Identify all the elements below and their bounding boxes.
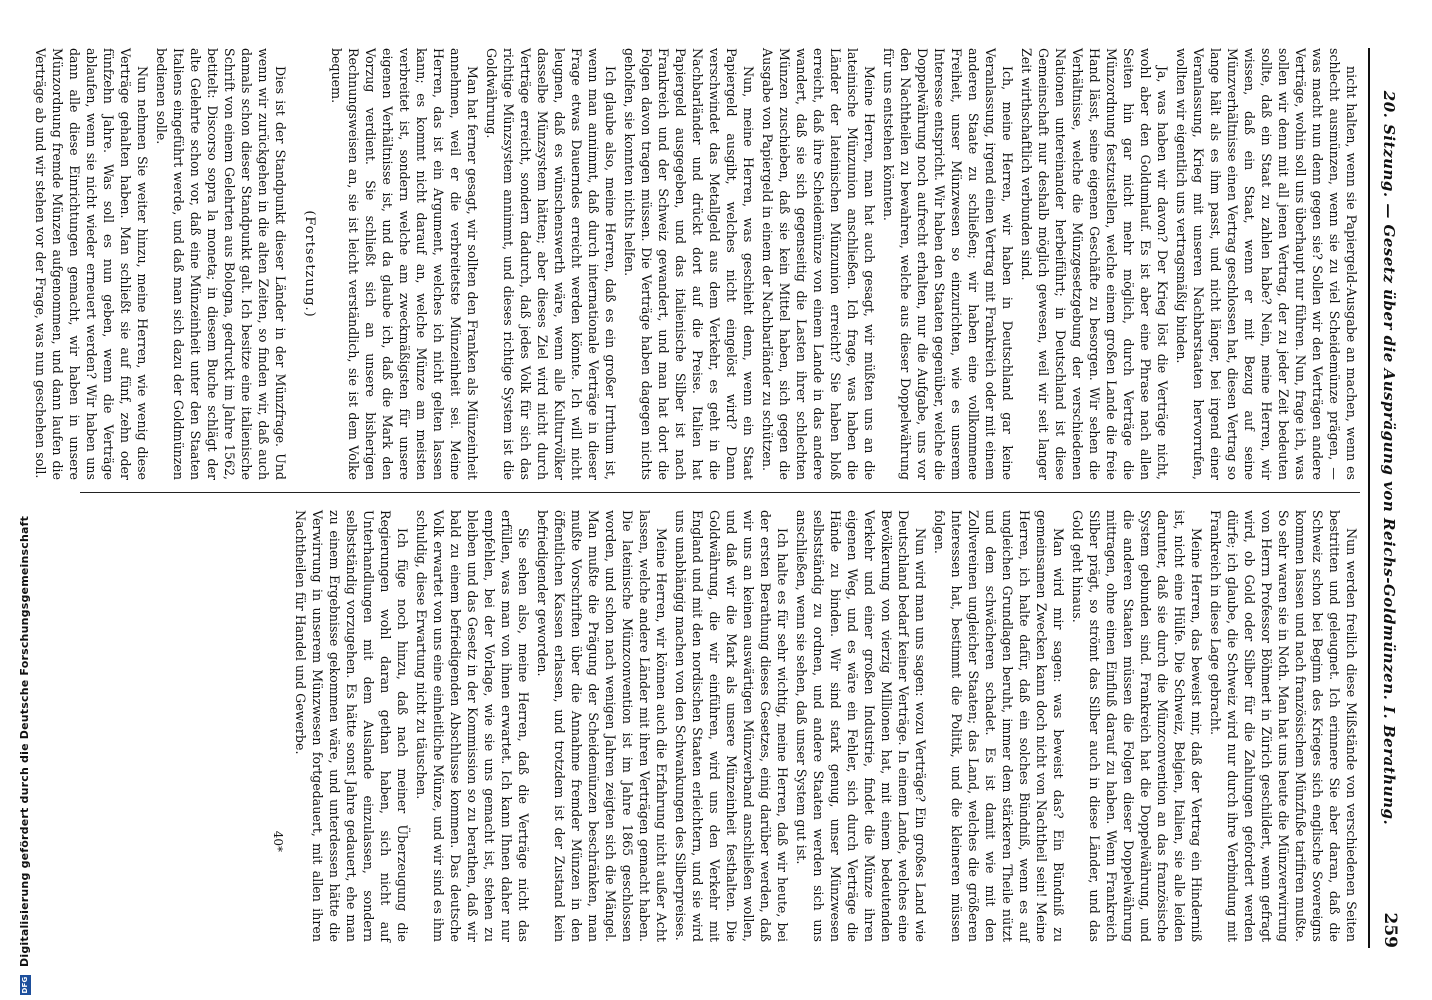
paragraph: Meine Herren, man hat auch gesagt, wir müßten uns an die lateinische Münzunion anschließen. Ich frage, was haben die Länder der lateinischen Münzunion erreicht? Sie haben bloß erreicht, daß ihre Scheidemünze von einem Lande in das andere wandert, daß sie sich gegenseitig die Lasten ihrer schlechten Münzen zuschieben, daß sie kein Mittel haben, sich gegen die Ausgabe von Papiergeld in einem der Nachbarländer zu schützen. (760, 48, 877, 480)
paragraph: Man hat ferner gesagt, wir sollten den Franken als Münzeinheit annehmen, weil er die verbreitetste Münzeinheit sei. Meine Herren, das ist ein Argument, welches ich nicht gelten lassen kann; es kommt nicht darauf an, welche Münze am meisten verbreitet ist, sondern welche am zweckmäßigsten für unsere eigenen Verhältnisse ist, und da glaube ich, daß die Mark den Vorzug verdient. Sie schließt sich an unsere bisherigen Rechnungsweisen an, sie ist leicht verständlich, sie ist dem Volke bequem. (329, 48, 480, 480)
running-head-title: 20. Sitzung. — Gesetz über die Ausprägung von Reichs-Goldmünzen. I. Berathung. (1380, 90, 1398, 826)
paragraph: Ja, was haben wir davon? Der Krieg löst die Verträge nicht, wohl aber den Goldumlauf. Es ist aber eine Phrase nach allen Seiten hin gar nicht mehr möglich, durch Verträge die Münzordnung festzustellen, welche einem großen Lande die freie Hand lässt, seine eigenen Geschäfte zu besorgen. Wir sehen die Verhältnisse, welche die Münzgesetzgebung der verschiedenen Nationen untereinander herbeiführt; in Deutschland ist diese Gemeinschaft nur deshalb möglich gewesen, weil wir seit langer Zeit wirthschaftlich verbunden sind. (1019, 48, 1170, 480)
column-divider (80, 492, 1360, 493)
paragraph: Nun nehmen Sie weiter hinzu, meine Herren, wie wenig diese Verträge gehalten haben. Man schließt sie auf fünf, zehn oder fünfzehn Jahre. Was soll es nun geben, wenn die Verträge ablaufen, wenn sie nicht wieder erneuert werden? Wir haben uns dann alle diese Einrichtungen gemacht, wir haben in unsere Münzordnung fremde Münzen aufgenommen, und dann laufen die Verträge ab und wir stehen vor der Frage, was nun geschehen soll. (33, 48, 150, 480)
paragraph: Nun werden freilich diese Mißstände von verschiedenen Seiten bestritten und geleugnet. Ich erinnere Sie aber daran, daß die Schweiz schon bei Beginn des Krieges sich englische Sovereigns kommen lassen und nach französischem Münzfuße tarifiren mußte. So sehr waren sie in Noth. Man hat uns heute die Münzverwirrung von Herrn Professor Böhmert in Zürich geschildert, wenn gefragt wird, ob Gold oder Silber für die Zahlungen gefordert werden dürfe; ich glaube, die Schweiz wird nur durch ihre Verbindung mit Frankreich in diese Lage gebracht. (1208, 510, 1359, 942)
footer-strip (0, 0, 31, 1000)
paragraph: Meine Herren, wir können auch die Erfahrung nicht außer Acht lassen, welche andere Länder mit ihren Verträgen gemacht haben. Die lateinische Münzconvention ist im Jahre 1865 geschlossen worden, und schon nach wenigen Jahren zeigten sich die Mängel. Man mußte die Prägung der Scheidemünzen beschränken, man mußte Vorschriften über die Annahme fremder Münzen in den öffentlichen Kassen erlassen, und trotzdem ist der Zustand kein befriedigender geworden. (535, 510, 669, 942)
paragraph: Meine Herren, das beweist mir, daß der Vertrag ein Hinderniß ist, nicht eine Hülfe. Die Schweiz, Belgien, Italien, sie alle leiden darunter, daß sie durch die Münzconvention an das französische System gebunden sind. Frankreich hat die Doppelwährung, und die anderen Staaten müssen die Folgen dieser Doppelwährung mittragen, ohne einen Einfluß darauf zu haben. Wenn Frankreich Silber prägt, so strömt das Silber auch in diese Länder, und das Gold geht hinaus. (1070, 510, 1204, 942)
right-column (80, 510, 1360, 942)
sheet-signature: 40* (271, 830, 285, 852)
continuation-marker: (Fortsetzung.) (302, 210, 317, 318)
left-column (33, 48, 1360, 480)
page-number: 259 (1380, 912, 1400, 948)
paragraph: nicht halten, wenn sie Papiergeld-Ausgabe an machen, wenn es schlecht ausmünzen, wenn sie zu viel Scheidemünze prägen, — was macht nun denn gegen sie? Sollen wir den Verträgen andere Verträge, wohin soll uns überhaupt nur führen. Nun, frage ich, was sollen wir denn mit all jenen Vertrag, der zu jeder Zeit bedeuten sollte, daß ein Staat zu zahlen habe? Nein, meine Herren, wir wissen, daß ein Staat, wenn er mit Bezug auf seine Münzverhältnisse einen Vertrag geschlossen hat, diesen Vertrag so lange hält als es ihm passt, und nicht länger, bei irgend einer Veranlassung, Krieg mit unseren Nachbarstaaten hervorrufen, wollten wir eigentlich uns vertragsmäßig binden. (1174, 48, 1359, 480)
digitization-credit-text: Digitalisierung gefördert durch die Deutsche Forschungsgemeinschaft (18, 515, 31, 967)
paragraph: Sie sehen also, meine Herren, daß die Verträge nicht das erfüllen, was man von ihnen erwartet. Ich kann Ihnen daher nur empfehlen, bei der Vorlage, wie sie uns gemacht ist, stehen zu bleiben und das Gesetz in der Kommission so zu berathen, daß wir bald zu einem befriedigenden Abschlusse kommen. Das deutsche Volk erwartet von uns eine einheitliche Münze, und wir sind es ihm schuldig, diese Erwartung nicht zu täuschen. (414, 510, 531, 942)
digitization-credit (18, 516, 31, 995)
dfg-logo: DFG (20, 976, 29, 994)
paragraph: Ich halte es für sehr wichtig, meine Herren, daß wir heute, bei der ersten Berathung dieses Gesetzes, einig darüber werden, daß wir uns an keinen auswärtigen Münzverband anschließen wollen, und daß wir die Mark als unsere Münzeinheit festhalten. Die Goldwährung, die wir einführen, wird uns den Verkehr mit England und mit den nordischen Staaten erleichtern, und sie wird uns unabhängig machen von den Schwankungen des Silberpreises. (673, 510, 790, 942)
paragraph: Ich glaube also, meine Herren, daß es ein großer Irrthum ist, wenn man annimmt, daß durch internationale Verträge in dieser Frage etwas Dauerndes erreicht werden könnte. Ich will nicht leugnen, daß es wünschenswerth wäre, wenn alle Kulturvölker dasselbe Münzsystem hätten; aber dieses Ziel wird nicht durch Verträge erreicht, sondern dadurch, daß jedes Volk für sich das richtige Münzsystem annimmt, und dieses richtige System ist die Goldwährung. (484, 48, 618, 480)
paragraph: Ich füge noch hinzu, daß nach meiner Überzeugung die Regierungen wohl daran gethan haben, sich nicht auf Unterhandlungen mit dem Auslande einzulassen, sondern selbstständig vorzugehen. Es hätte sonst Jahre gedauert, ehe man zu einem Ergebnisse gekommen wäre, und unterdessen hätte die Verwirrung in unserem Münzwesen fortgedauert, mit allen ihren Nachtheilen für Handel und Gewerbe. (293, 510, 410, 942)
paragraph: Ich, meine Herren, wir haben in Deutschland gar keine Veranlassung, irgend einen Vertrag mit Frankreich oder mit einem anderen Staate zu schließen; wir haben eine vollkommene Freiheit, unser Münzwesen so einzurichten, wie es unserem Interesse entspricht. Wir haben den Staaten gegenüber, welche die Doppelwährung noch aufrecht erhalten, nur die Aufgabe, uns vor den Nachtheilen zu bewahren, welche aus dieser Doppelwährung für uns entstehen könnten. (881, 48, 1015, 480)
paragraph: Man wird mir sagen: was beweist das? Ein Bündniß zu gemeinsamen Zwecken kann doch nicht von Nachtheil sein! Meine Herren, ich halte dafür, daß ein solches Bündniß, wenn es auf ungleichen Grundlagen beruht, immer dem stärkeren Theile nützt und dem schwächeren schadet. Es ist damit wie mit den Zollvereinen ungleicher Staaten; das Land, welches die größeren Interessen hat, bestimmt die Politik, und die kleineren müssen folgen. (932, 510, 1066, 942)
paragraph: Dies ist der Standpunkt dieser Länder in der Münzfrage. Und wenn wir zurückgehen in die alten Zeiten, so finden wir, daß auch damals schon dieser Standpunkt galt. Ich besitze eine italienische Schrift von einem Gelehrten aus Bologna, gedruckt im Jahre 1562, betitelt: Discorso sopra la moneta; in diesem Buche schlägt der alte Gelehrte schon vor, daß eine Münzeinheit unter den Staaten Italiens eingeführt werde, und daß man sich dazu der Goldmünzen bedienen solle. (154, 48, 288, 480)
paragraph: Nun wird man uns sagen: wozu Verträge? Ein großes Land wie Deutschland bedarf keiner Verträge. In einem Lande, welches eine Bevölkerung von vierzig Millionen hat, mit einem bedeutenden Verkehr und einer großen Industrie, findet die Münze ihren eigenen Weg, und es wäre ein Fehler, sich durch Verträge die Hände zu binden. Wir sind stark genug, unser Münzwesen selbstständig zu ordnen, und andere Staaten werden sich uns anschließen, wenn sie sehen, daß unser System gut ist. (794, 510, 928, 942)
running-head (1368, 48, 1404, 948)
paragraph: Nun, meine Herren, was geschieht denn, wenn ein Staat Papiergeld ausgibt, welches nicht eingelöst wird? Dann verschwindet das Metallgeld aus dem Verkehr, es geht in die Nachbarländer und drückt dort auf die Preise. Italien hat Papiergeld ausgegeben, und das italienische Silber ist nach Frankreich und der Schweiz gewandert, und man hat dort die Folgen davon tragen müssen. Die Verträge haben dagegen nichts geholfen, sie konnten nichts helfen. (622, 48, 756, 480)
rotated-page (33, 40, 1404, 956)
